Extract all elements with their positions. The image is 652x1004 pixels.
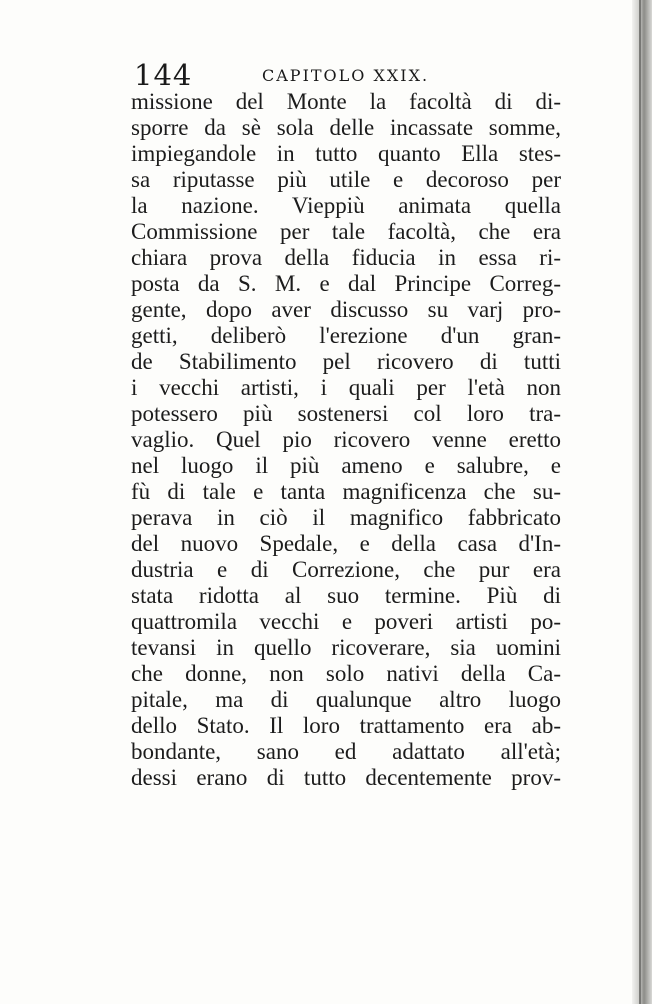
text-line: bondante, sano ed adattato all'età;: [131, 739, 561, 764]
text-line: potessero più sostenersi col loro tra-: [131, 401, 561, 426]
text-line: fù di tale e tanta magnificenza che su-: [131, 479, 561, 504]
text-line: impiegandole in tutto quanto Ella stes-: [131, 141, 561, 166]
text-line: chiara prova della fiducia in essa ri-: [131, 245, 561, 270]
text-line: pitale, ma di qualunque altro luogo: [131, 687, 561, 712]
text-line: getti, deliberò l'erezione d'un gran-: [131, 323, 561, 348]
running-head: CAPITOLO XXIX.: [262, 66, 430, 85]
text-line: vaglio. Quel pio ricovero venne eretto: [131, 427, 561, 452]
text-line: che donne, non solo nativi della Ca-: [131, 661, 561, 686]
text-line: stata ridotta al suo termine. Più di: [131, 583, 561, 608]
text-line: dello Stato. Il loro trattamento era ab-: [131, 713, 561, 738]
text-line: sporre da sè sola delle incassate somme,: [131, 115, 561, 140]
text-line: de Stabilimento pel ricovero di tutti: [131, 349, 561, 374]
text-line: nel luogo il più ameno e salubre, e: [131, 453, 561, 478]
text-line: Commissione per tale facoltà, che era: [131, 219, 561, 244]
page-edge-shadow: [632, 0, 652, 1004]
text-line: dessi erano di tutto decentemente prov-: [131, 765, 561, 790]
text-line: sa riputasse più utile e decoroso per: [131, 167, 561, 192]
text-line: gente, dopo aver discusso su varj pro-: [131, 297, 561, 322]
body-text: [131, 89, 561, 791]
text-line: missione del Monte la facoltà di di-: [131, 89, 561, 114]
page-edge-line: [639, 0, 641, 1004]
text-line: la nazione. Vieppiù animata quella: [131, 193, 561, 218]
page-header: [134, 58, 564, 92]
page-number: 144: [134, 58, 193, 92]
text-line: dustria e di Correzione, che pur era: [131, 557, 561, 582]
text-line: quattromila vecchi e poveri artisti po-: [131, 609, 561, 634]
text-line: del nuovo Spedale, e della casa d'In-: [131, 531, 561, 556]
text-line: posta da S. M. e dal Principe Correg-: [131, 271, 561, 296]
text-line: perava in ciò il magnifico fabbricato: [131, 505, 561, 530]
text-line: tevansi in quello ricoverare, sia uomini: [131, 635, 561, 660]
text-line: i vecchi artisti, i quali per l'età non: [131, 375, 561, 400]
